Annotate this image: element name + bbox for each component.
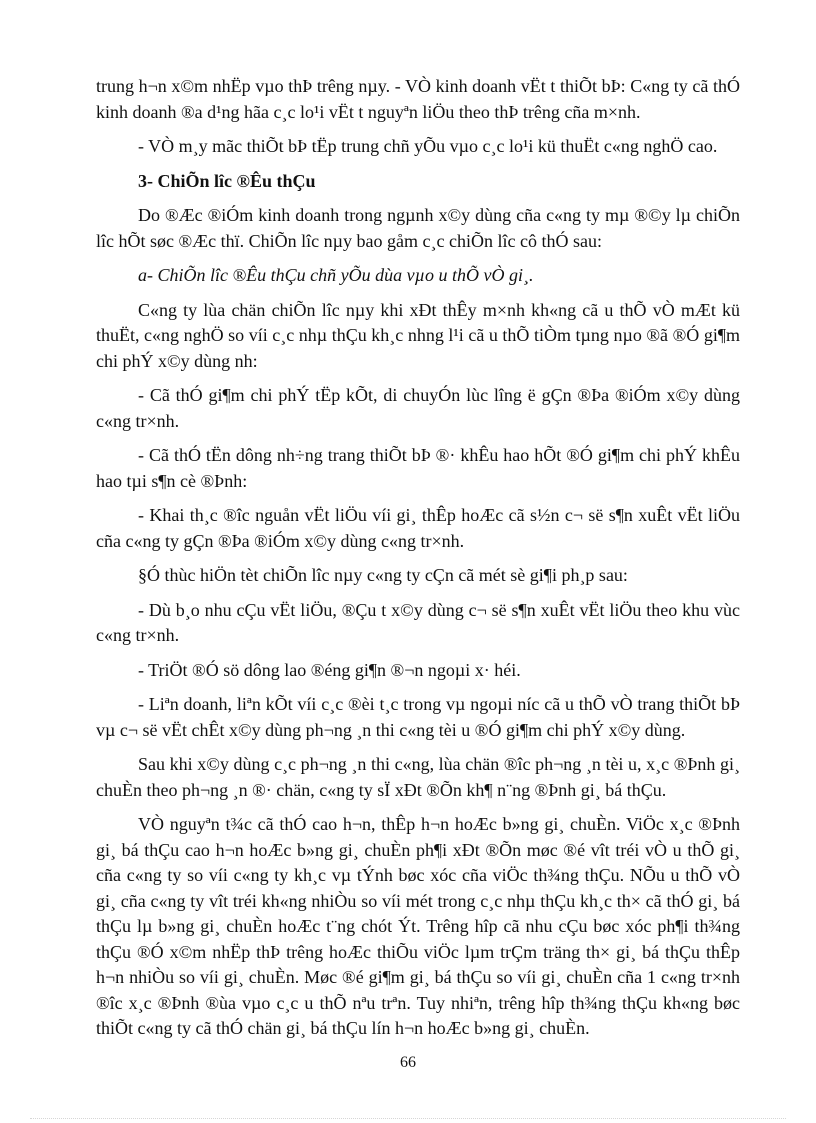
list-item: - Liªn doanh, liªn kÕt víi c¸c ®èi t¸c trong vµ ngoµi níc cã u thÕ vÒ trang thiÕt bÞ vµ c¬ së vËt chÊt x©y dùng ph¬ng ¸n thi c«ng tèi u ®Ó gi¶m chi phÝ x©y dùng.	[96, 694, 740, 740]
section-heading: 3- ChiÕn lîc ®Êu thÇu	[138, 170, 316, 191]
list-item: - Cã thÓ gi¶m chi phÝ tËp kÕt, di chuyÓn lùc lîng ë gÇn ®Þa ®iÓm x©y dùng c«ng tr×nh.	[96, 385, 740, 431]
page-body	[96, 74, 740, 1051]
paragraph-price-advantage: C«ng ty lùa chän chiÕn lîc nµy khi xÐt thÊy m×nh kh«ng cã u thÕ vÒ mÆt kü thuËt, c«ng nghÖ so víi c¸c nhµ thÇu kh¸c nhng l¹i cã u thÕ tiÒm tµng nµo ®ã ®Ó gi¶m chi phÝ x©y dùng nh:	[96, 299, 740, 371]
paragraph-intro: trung h¬n x©m nhËp vµo thÞ trêng nµy. - VÒ kinh doanh vËt t thiÕt bÞ: C«ng ty cã thÓ kinh doanh ®a d¹ng hãa c¸c lo¹i vËt t nguyªn liÖu theo thÞ trêng cña m×nh.	[96, 76, 740, 122]
paragraph-principles: VÒ nguyªn t¾c cã thÓ cao h¬n, thÊp h¬n hoÆc b»ng gi¸ chuÈn. ViÖc x¸c ®Þnh gi¸ bá thÇu cao h¬n hoÆc b»ng gi¸ chuÈn ph¶i xÐt ®Õn møc ®é vît tréi vÒ u thÕ gi¸ cña c«ng ty so víi c«ng ty kh¸c vµ tÝnh bøc xóc cña viÖc th¾ng thÇu. NÕu u thÕ vÒ gi¸ cña c«ng ty vît tréi kh«ng nhiÒu so víi mét trong c¸c nhµ thÇu kh¸c th× cã thÓ gi¸ bá thÇu lµ b»ng gi¸ chuÈn hoÆc t¨ng chót Ýt. Trêng hîp cã nhu cÇu bøc xóc ph¶i th¾ng thÇu ®Ó x©m nhËp thÞ trêng hoÆc thiÕu viÖc lµm trÇm träng th× gi¸ bá thÇu thÊp h¬n nhiÒu so víi gi¸ chuÈn. Møc ®é gi¶m gi¸ bá thÇu so víi gi¸ chuÈn cña 1 c«ng tr×nh ®îc x¸c ®Þnh ®ùa vµo c¸c u thÕ nªu trªn. Tuy nhiªn, trêng hîp th¾ng thÇu kh«ng bøc thiÕt c«ng ty cã thÓ chän gi¸ bá thÇu lín h¬n hoÆc b»ng gi¸ chuÈn.	[96, 814, 740, 1038]
paragraph-bid-pricing: Sau khi x©y dùng c¸c ph¬ng ¸n thi c«ng, lùa chän ®îc ph¬ng ¸n tèi u, x¸c ®Þnh gi¸ chuÈn theo ph¬ng ¸n ®· chän, c«ng ty sÏ xÐt ®Õn kh¶ n¨ng ®Þnh gi¸ bá thÇu.	[96, 754, 740, 800]
list-item: - Dù b¸o nhu cÇu vËt liÖu, ®Çu t x©y dùng c¬ së s¶n xuÊt vËt liÖu theo khu vùc c«ng tr×nh.	[96, 599, 740, 645]
list-item: - TriÖt ®Ó sö dông lao ®éng gi¶n ®¬n ngoµi x· héi.	[138, 659, 521, 680]
paragraph-strategy-intro: Do ®Æc ®iÓm kinh doanh trong ngµnh x©y dùng cña c«ng ty mµ ®©y lµ chiÕn lîc hÕt søc ®Æc thï. ChiÕn lîc nµy bao gåm c¸c chiÕn lîc cô thÓ sau:	[96, 205, 740, 251]
subsection-heading: a- ChiÕn lîc ®Êu thÇu chñ yÕu dùa vµo u thÕ vÒ gi¸.	[138, 265, 534, 285]
page-number: 66	[400, 1054, 416, 1071]
list-item: - Khai th¸c ®îc nguån vËt liÖu víi gi¸ thÊp hoÆc cã s½n c¬ së s¶n xuÊt vËt liÖu cña c«ng ty gÇn ®Þa ®iÓm x©y dùng c«ng tr×nh.	[96, 505, 740, 551]
paragraph-machinery: - VÒ m¸y mãc thiÕt bÞ tËp trung chñ yÕu vµo c¸c lo¹i kü thuËt c«ng nghÖ cao.	[138, 136, 718, 156]
list-item: - Cã thÓ tËn dông nh÷ng trang thiÕt bÞ ®· khÊu hao hÕt ®Ó gi¶m chi phÝ khÊu hao tµi s¶n cè ®Þnh:	[96, 445, 740, 491]
bottom-divider	[30, 1118, 786, 1119]
paragraph-solutions-intro: §Ó thùc hiÖn tèt chiÕn lîc nµy c«ng ty cÇn cã mét sè gi¶i ph¸p sau:	[138, 565, 628, 585]
